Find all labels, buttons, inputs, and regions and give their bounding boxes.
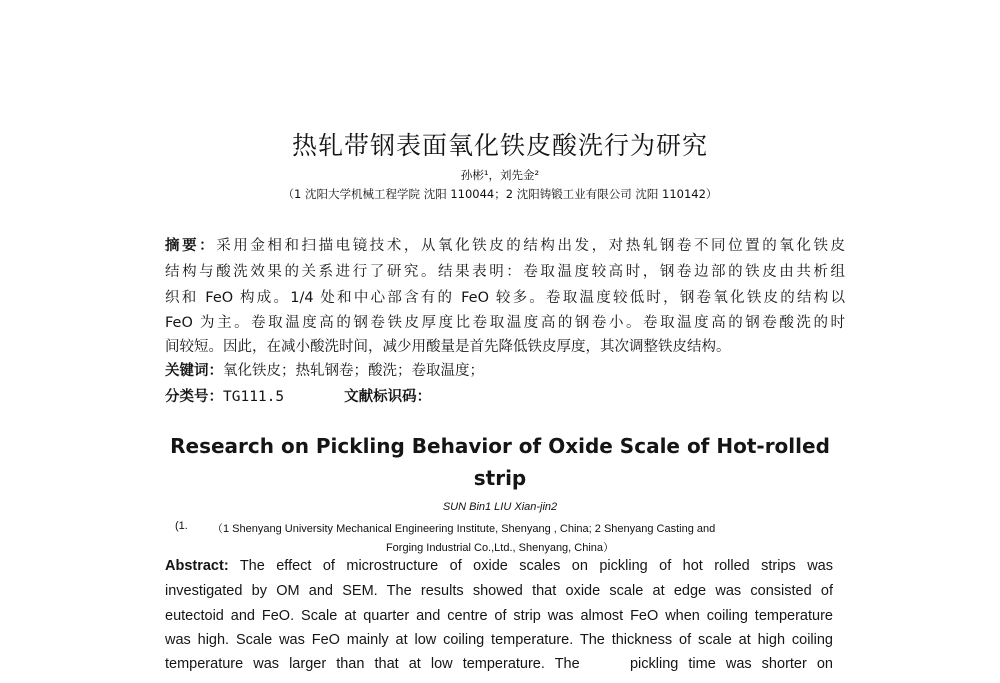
english-abstract-label: Abstract:: [165, 558, 229, 574]
chinese-abstract-line: [165, 234, 845, 255]
chinese-abstract-line: FeO 为主。卷取温度高的钢卷铁皮厚度比卷取温度高的钢卷小。卷取温度高的钢卷酸洗的时: [165, 315, 845, 331]
document-code-label: 文献标识码：: [344, 389, 432, 405]
english-affiliation-line1: （1 Shenyang University Mechanical Engineering Institute, Shenyang , China; 2 Shenyang Casting and: [212, 523, 716, 535]
keywords-text: 氧化铁皮；热轧钢卷；酸洗；卷取温度；: [223, 363, 484, 379]
chinese-abstract-line: 间较短。因此，在减小酸洗时间，减少用酸量是首先降低铁皮厚度，其次调整铁皮结构。: [165, 339, 731, 355]
english-title-line2: strip: [473, 466, 527, 490]
english-abstract-line: [165, 558, 833, 574]
english-affiliation-line2: Forging Industrial Co.,Ltd., Shenyang, China）: [385, 542, 615, 554]
classification-line: [165, 385, 845, 406]
chinese-affiliation: （1 沈阳大学机械工程学院 沈阳 110044；2 沈阳铸锻工业有限公司 沈阳 110142）: [282, 187, 718, 201]
english-authors: SUN Bin1 LIU Xian-jin2: [442, 501, 558, 513]
chinese-title: 热轧带钢表面氧化铁皮酸洗行为研究: [291, 131, 708, 160]
chinese-abstract-line: 织和 FeO 构成。1/4 处和中心部含有的 FeO 较多。卷取温度较低时，钢卷氧化铁皮的结构以: [165, 290, 845, 306]
english-title-line1: Research on Pickling Behavior of Oxide Scale of Hot-rolled: [170, 434, 830, 458]
english-abstract-line: investigated by OM and SEM. The results showed that oxide scale at edge was consisted of: [165, 583, 833, 599]
english-abstract-line: eutectoid and FeO. Scale at quarter and centre of strip was almost FeO when coiling temperature: [165, 608, 833, 624]
english-abstract-line: was high. Scale was FeO mainly at low coiling temperature. The thickness of scale at high coiling: [165, 632, 833, 648]
chinese-authors: 孙彬¹，刘先金²: [460, 168, 540, 182]
chinese-abstract-text: 采用金相和扫描电镜技术，从氧化铁皮的结构出发，对热轧钢卷不同位置的氧化铁皮: [216, 238, 846, 254]
keywords-label: 关键词：: [165, 363, 223, 379]
english-abstract-text: The effect of microstructure of oxide scales on pickling of hot rolled strips was: [239, 558, 833, 574]
chinese-abstract-line: 结构与酸洗效果的关系进行了研究。结果表明：卷取温度较高时，钢卷边部的铁皮由共析组: [165, 264, 845, 280]
classification-value: TG111.5: [223, 389, 285, 405]
chinese-abstract-label: 摘要：: [165, 238, 217, 254]
english-abstract-line: temperature was larger than that at low temperature. The pickling time was shorter on: [165, 656, 833, 672]
english-affiliation-prefix: (1.: [175, 520, 188, 532]
keywords-line: [165, 359, 845, 380]
classification-label: 分类号：: [165, 389, 223, 405]
